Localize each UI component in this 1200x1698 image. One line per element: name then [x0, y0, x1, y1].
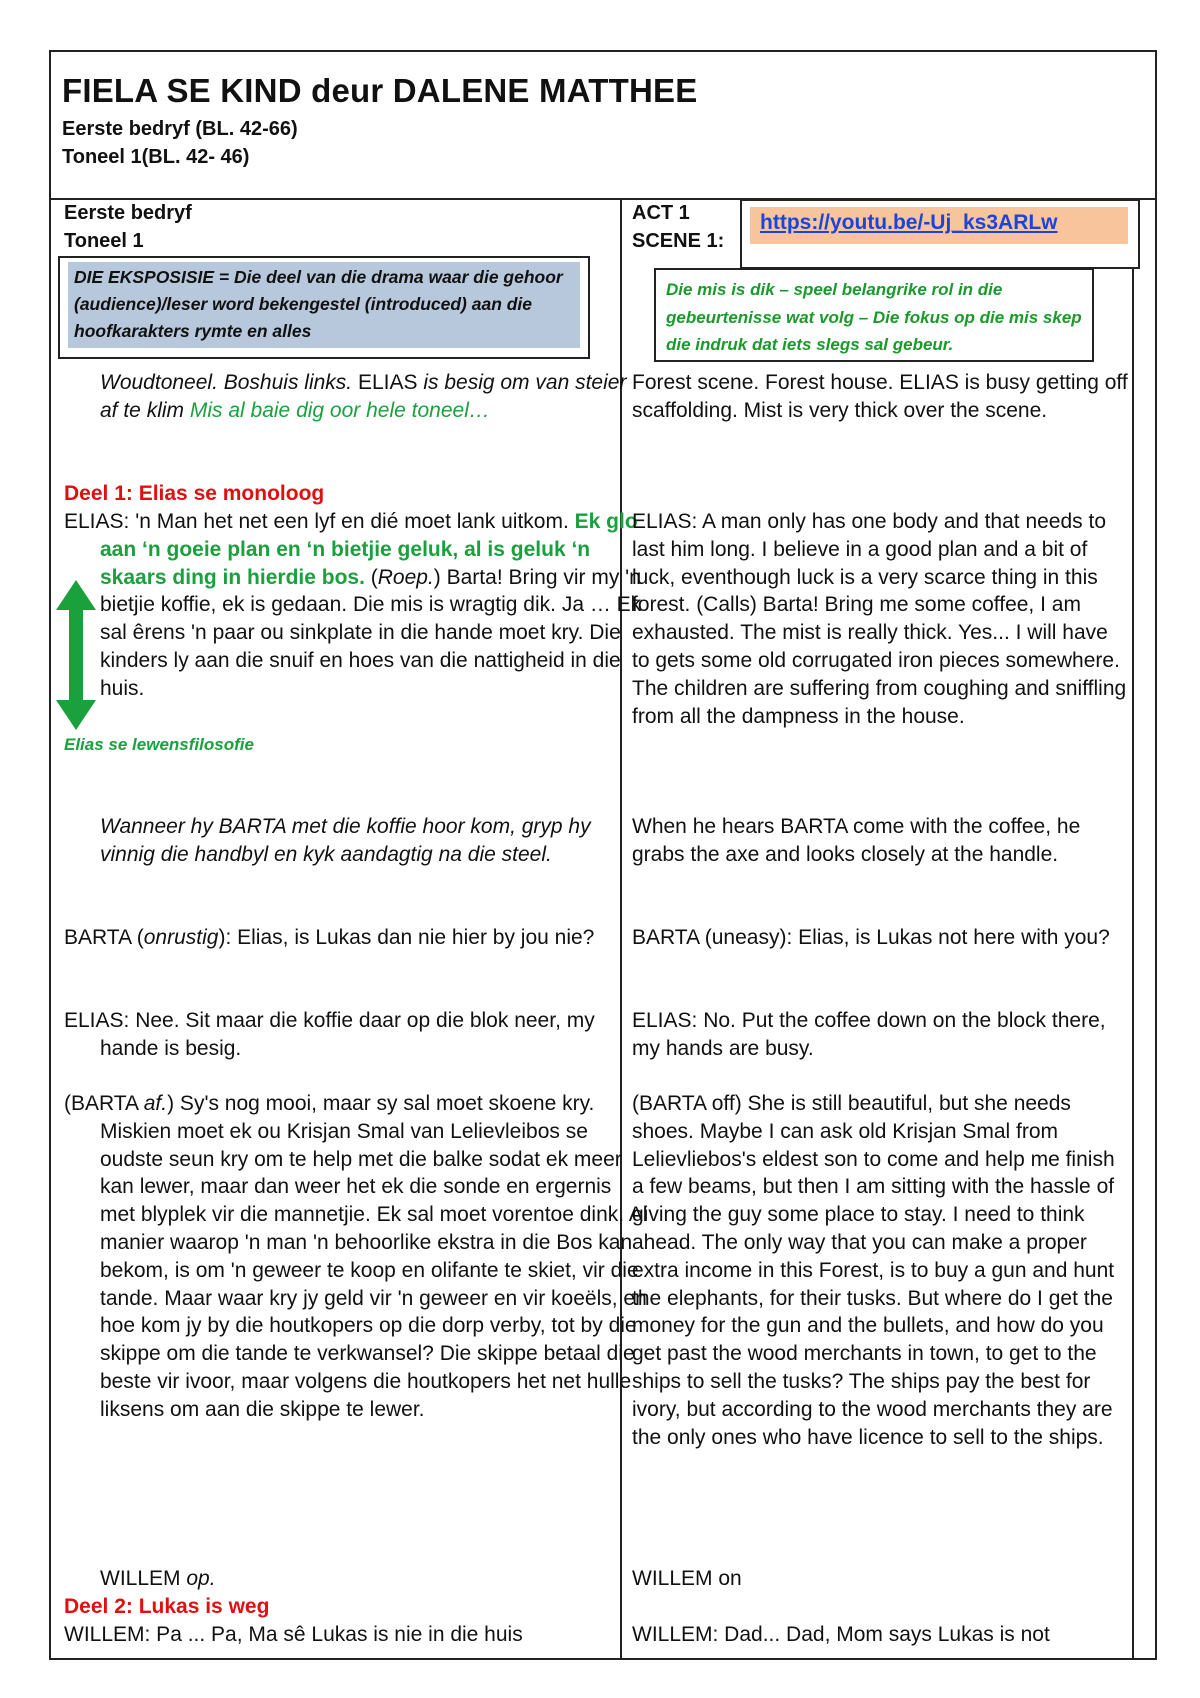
youtube-link[interactable]: https://youtu.be/-Uj_ks3ARLw: [760, 211, 1058, 234]
right-willem-enters: WILLEM on: [632, 1567, 742, 1590]
speech-text: ): Elias, is Lukas dan nie hier by jou nie?: [218, 926, 595, 949]
double-arrow-icon: [56, 580, 96, 730]
right-willem-speech-1: WILLEM: Dad... Dad, Mom says Lukas is not: [632, 1623, 1050, 1646]
right-barta-speech-1: BARTA (uneasy): Elias, is Lukas not here with you?: [632, 926, 1110, 949]
speech-text: ELIAS: 'n Man het net een lyf en dié moet lank uitkom.: [64, 510, 569, 533]
part-2-heading: Deel 2: Lukas is weg: [64, 1595, 270, 1618]
left-stage-direction-2: Wanneer hy BARTA met die koffie hoor kom, gryp hy vinnig die handbyl en kyk aandagtig na die steel.: [100, 815, 591, 866]
right-border: [1132, 198, 1134, 1660]
life-philosophy-text: Ek glo aan ‘n goeie plan en ‘n bietjie geluk, al is geluk ‘n skaars ding in hierdie bos.: [100, 510, 638, 589]
right-elias-speech-1: ELIAS: A man only has one body and that needs to last him long. I believe in a good plan and a bit of luck, eventhough luck is a very scarce thing in this forest. (Calls) Barta! Bring me some coffee, I am exhausted. The mist is really thick. Yes... I will have to gets some old corrugated iron pieces somewhere. The children are suffering from coughing and sniffling from all the dampness in the house.: [632, 510, 1127, 728]
left-barta-exit-monologue: [64, 1090, 648, 1424]
left-stage-direction-1: [64, 369, 648, 425]
act-range: Eerste bedryf (BL. 42-66): [62, 118, 298, 140]
right-scene-heading: SCENE 1:: [632, 230, 725, 252]
scene-range: Toneel 1(BL. 42- 46): [62, 146, 250, 168]
left-willem-enters: [100, 1565, 216, 1593]
exposition-note: DIE EKSPOSISIE = Die deel van die drama waar die gehoor (audience)/leser word bekengestel (introduced) aan die hoofkarakters rymte en alles: [74, 267, 563, 341]
left-barta-speech-1: [64, 924, 648, 952]
left-elias-speech-2: ELIAS: Nee. Sit maar die koffie daar op die blok neer, my hande is besig.: [64, 1009, 595, 1060]
character-name: ELIAS: [352, 371, 424, 394]
part-1-heading: Deel 1: Elias se monoloog: [64, 482, 325, 505]
document-title: FIELA SE KIND deur DALENE MATTHEE: [62, 72, 698, 109]
right-barta-exit-monologue: (BARTA off) She is still beautiful, but she needs shoes. Maybe I can ask old Krisjan Smal from Lelievliebos's eldest son to come and help me finish a few beams, but then I am sitting with the hassle of giving the guy some place to stay. I need to think ahead. The only way that you can make a proper extra income in this Forest, is to buy a gun and hunt the elephants, for their tusks. But where do I get the money for the gun and the bullets, and how do you get past the wood merchants in town, to get to the ships to sell the tusks? The ships pay the best for ivory, but according to the wood merchants they are the only ones who have licence to sell to the ships.: [632, 1092, 1115, 1449]
left-willem-speech-1: WILLEM: Pa ... Pa, Ma sê Lukas is nie in die huis: [64, 1623, 523, 1646]
arrow-label: Elias se lewensfilosofie: [64, 735, 254, 754]
stage-text: is besig om van steier af te klim: [100, 371, 627, 422]
mist-note: Die mis is dik – speel belangrike rol in die gebeurtenisse wat volg – Die fokus op die mis skep die indruk dat iets slegs sal gebeur.: [666, 280, 1082, 354]
speech-text: (BARTA: [64, 1092, 144, 1115]
right-stage-direction-2: When he hears BARTA come with the coffee, he grabs the axe and looks closely at the handle.: [632, 815, 1081, 866]
stage-text: af.: [143, 1092, 168, 1115]
left-act-heading: Eerste bedryf: [64, 202, 192, 224]
stage-text: op.: [186, 1567, 216, 1590]
right-stage-direction-1: Forest scene. Forest house. ELIAS is busy getting off scaffolding. Mist is very thick over the scene.: [632, 371, 1128, 422]
speech-text: (: [364, 565, 378, 589]
right-elias-speech-2: ELIAS: No. Put the coffee down on the block there, my hands are busy.: [632, 1009, 1106, 1060]
right-act-heading: ACT 1: [632, 202, 690, 224]
speech-text: ) Sy's nog mooi, maar sy sal moet skoene kry. Miskien moet ek ou Krisjan Smal van Lelievleibos se oudste seun kry om te help met die balke sodat ek meer kan lewer, maar dan weer het ek die sonde en ergernis met blyplek vir die mannetjie. Ek sal moet vorentoe dink. Al manier waarop 'n man 'n behoorlike ekstra in die Bos kan bekom, is om 'n geweer te koop en olifante te skiet, vir die tande. Maar waar kry jy geld vir 'n geweer en vir koeëls, en hoe kom jy by die houtkopers op die dorp verby, tot by die skippe om die tande te verkwansel? Die skippe betaal die beste vir ivoor, maar volgens die houtkopers het net hulle liksens om aan die skippe te lewer.: [100, 1092, 648, 1421]
stage-text: Roep.: [377, 565, 434, 589]
left-elias-speech-1: [64, 508, 648, 703]
speech-text: ) Barta! Bring vir my 'n bietjie koffie, ek is gedaan. Die mis is wragtig dik. Ja … Ek sal êrens 'n paar ou sinkplate in die hande moet kry. Die kinders ly aan die snuif en hoes van die nattigheid in die huis.: [100, 565, 642, 700]
left-scene-heading: Toneel 1: [64, 230, 144, 252]
speech-text: BARTA (: [64, 926, 144, 949]
character-name: WILLEM: [100, 1567, 187, 1590]
stage-text: Woudtoneel. Boshuis links.: [100, 371, 353, 394]
mist-comment: Mis al baie dig oor hele toneel…: [184, 398, 490, 422]
stage-text: onrustig: [143, 926, 219, 949]
